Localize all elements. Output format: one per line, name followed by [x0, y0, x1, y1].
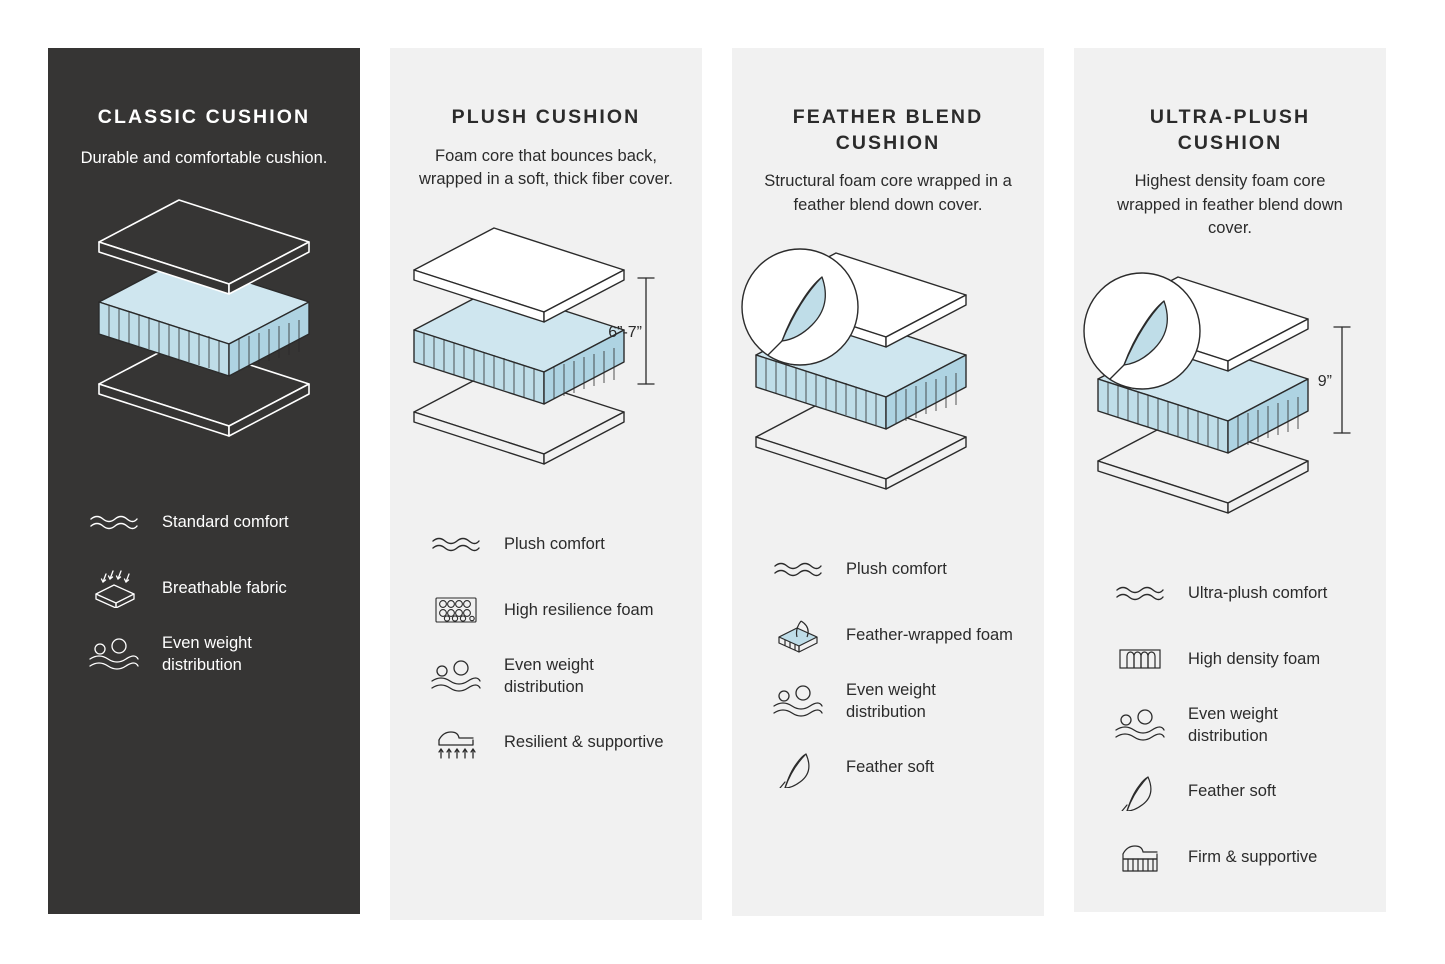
- feature-label: Even weight distribution: [846, 681, 936, 722]
- feature-item: [770, 547, 1014, 591]
- features-list: [390, 522, 702, 764]
- feather-icon: [1112, 771, 1168, 811]
- cushion-layers-diagram: [1074, 265, 1386, 565]
- feather-badge: [742, 249, 858, 365]
- layers-illustration: [1080, 265, 1380, 555]
- feature-item: [1112, 769, 1356, 813]
- feature-label: Even weight distribution: [1188, 704, 1278, 745]
- feature-label: Breathable fabric: [162, 579, 287, 598]
- even-weight-distribution-icon: [770, 681, 826, 721]
- feature-item: [1112, 703, 1356, 747]
- card-classic-cushion[interactable]: [48, 48, 360, 914]
- card-title: CLASSIC CUSHION: [97, 106, 311, 128]
- feather-icon: [770, 748, 826, 788]
- card-description: Structural foam core wrapped in a feather blend down cover.: [764, 172, 1012, 214]
- even-weight-distribution-icon: [428, 656, 484, 696]
- cushion-layers-diagram: [732, 241, 1044, 541]
- feature-label: Plush comfort: [846, 560, 947, 579]
- feature-item: [770, 679, 1014, 723]
- feature-label: Ultra-plush comfort: [1188, 583, 1328, 602]
- feature-item: [86, 632, 330, 676]
- feature-item: [770, 746, 1014, 790]
- feather-wrapped-foam-icon: [770, 615, 826, 655]
- breathable-fabric-icon: [86, 568, 142, 608]
- card-title: FEATHER BLEND CUSHION: [792, 106, 984, 154]
- honeycomb-foam-icon: [428, 590, 484, 630]
- features-list: [48, 500, 360, 676]
- cushion-layers-diagram: [390, 216, 702, 516]
- feature-label: Feather soft: [846, 758, 935, 777]
- card-description: Highest density foam core wrapped in feather blend down cover.: [1117, 172, 1343, 238]
- card-description: Durable and comfortable cushion.: [80, 148, 328, 167]
- firm-support-icon: [1112, 837, 1168, 877]
- feature-item: [86, 500, 330, 544]
- feature-item: [428, 654, 672, 698]
- dimension-bracket: [1334, 327, 1350, 433]
- feather-badge: [1084, 273, 1200, 389]
- feature-item: [428, 588, 672, 632]
- wave-comfort-icon: [428, 524, 484, 564]
- layers-illustration: [69, 194, 339, 464]
- feature-label: Even weight distribution: [162, 634, 252, 675]
- feature-label: Plush comfort: [504, 534, 605, 553]
- features-list: [732, 547, 1044, 789]
- card-ultra-plush-cushion[interactable]: [1074, 48, 1386, 912]
- even-weight-distribution-icon: [86, 634, 142, 674]
- cushion-layers-diagram: [48, 194, 360, 494]
- card-title: PLUSH CUSHION: [451, 106, 641, 128]
- wave-comfort-icon: [770, 549, 826, 589]
- feature-item: [428, 522, 672, 566]
- wave-comfort-icon: [1112, 573, 1168, 613]
- feature-item: [1112, 571, 1356, 615]
- layers-illustration: [396, 216, 696, 506]
- feature-item: [1112, 835, 1356, 879]
- feature-label: Even weight distribution: [504, 655, 594, 696]
- feature-item: [428, 720, 672, 764]
- card-plush-cushion[interactable]: [390, 48, 702, 920]
- features-list: [1074, 571, 1386, 879]
- dimension-label: 9”: [1317, 372, 1332, 390]
- feature-label: High resilience foam: [504, 600, 654, 619]
- feature-item: [1112, 637, 1356, 681]
- feature-item: [770, 613, 1014, 657]
- feature-label: High density foam: [1188, 649, 1321, 668]
- layers-illustration: [738, 241, 1038, 531]
- feature-label: Standard comfort: [162, 513, 289, 532]
- feature-item: [86, 566, 330, 610]
- feature-label: Feather-wrapped foam: [846, 626, 1013, 645]
- even-weight-distribution-icon: [1112, 705, 1168, 745]
- feature-label: Firm & supportive: [1188, 847, 1318, 866]
- wave-comfort-icon: [86, 502, 142, 542]
- resilient-support-icon: [428, 722, 484, 762]
- card-title: ULTRA-PLUSH CUSHION: [1149, 106, 1311, 154]
- high-density-foam-icon: [1112, 639, 1168, 679]
- dimension-label: 6”-7”: [608, 323, 642, 341]
- feature-label: Resilient & supportive: [504, 732, 664, 751]
- card-description: Foam core that bounces back, wrapped in a soft, thick fiber cover.: [418, 146, 674, 189]
- card-feather-blend-cushion[interactable]: [732, 48, 1044, 916]
- feature-label: Feather soft: [1188, 781, 1277, 800]
